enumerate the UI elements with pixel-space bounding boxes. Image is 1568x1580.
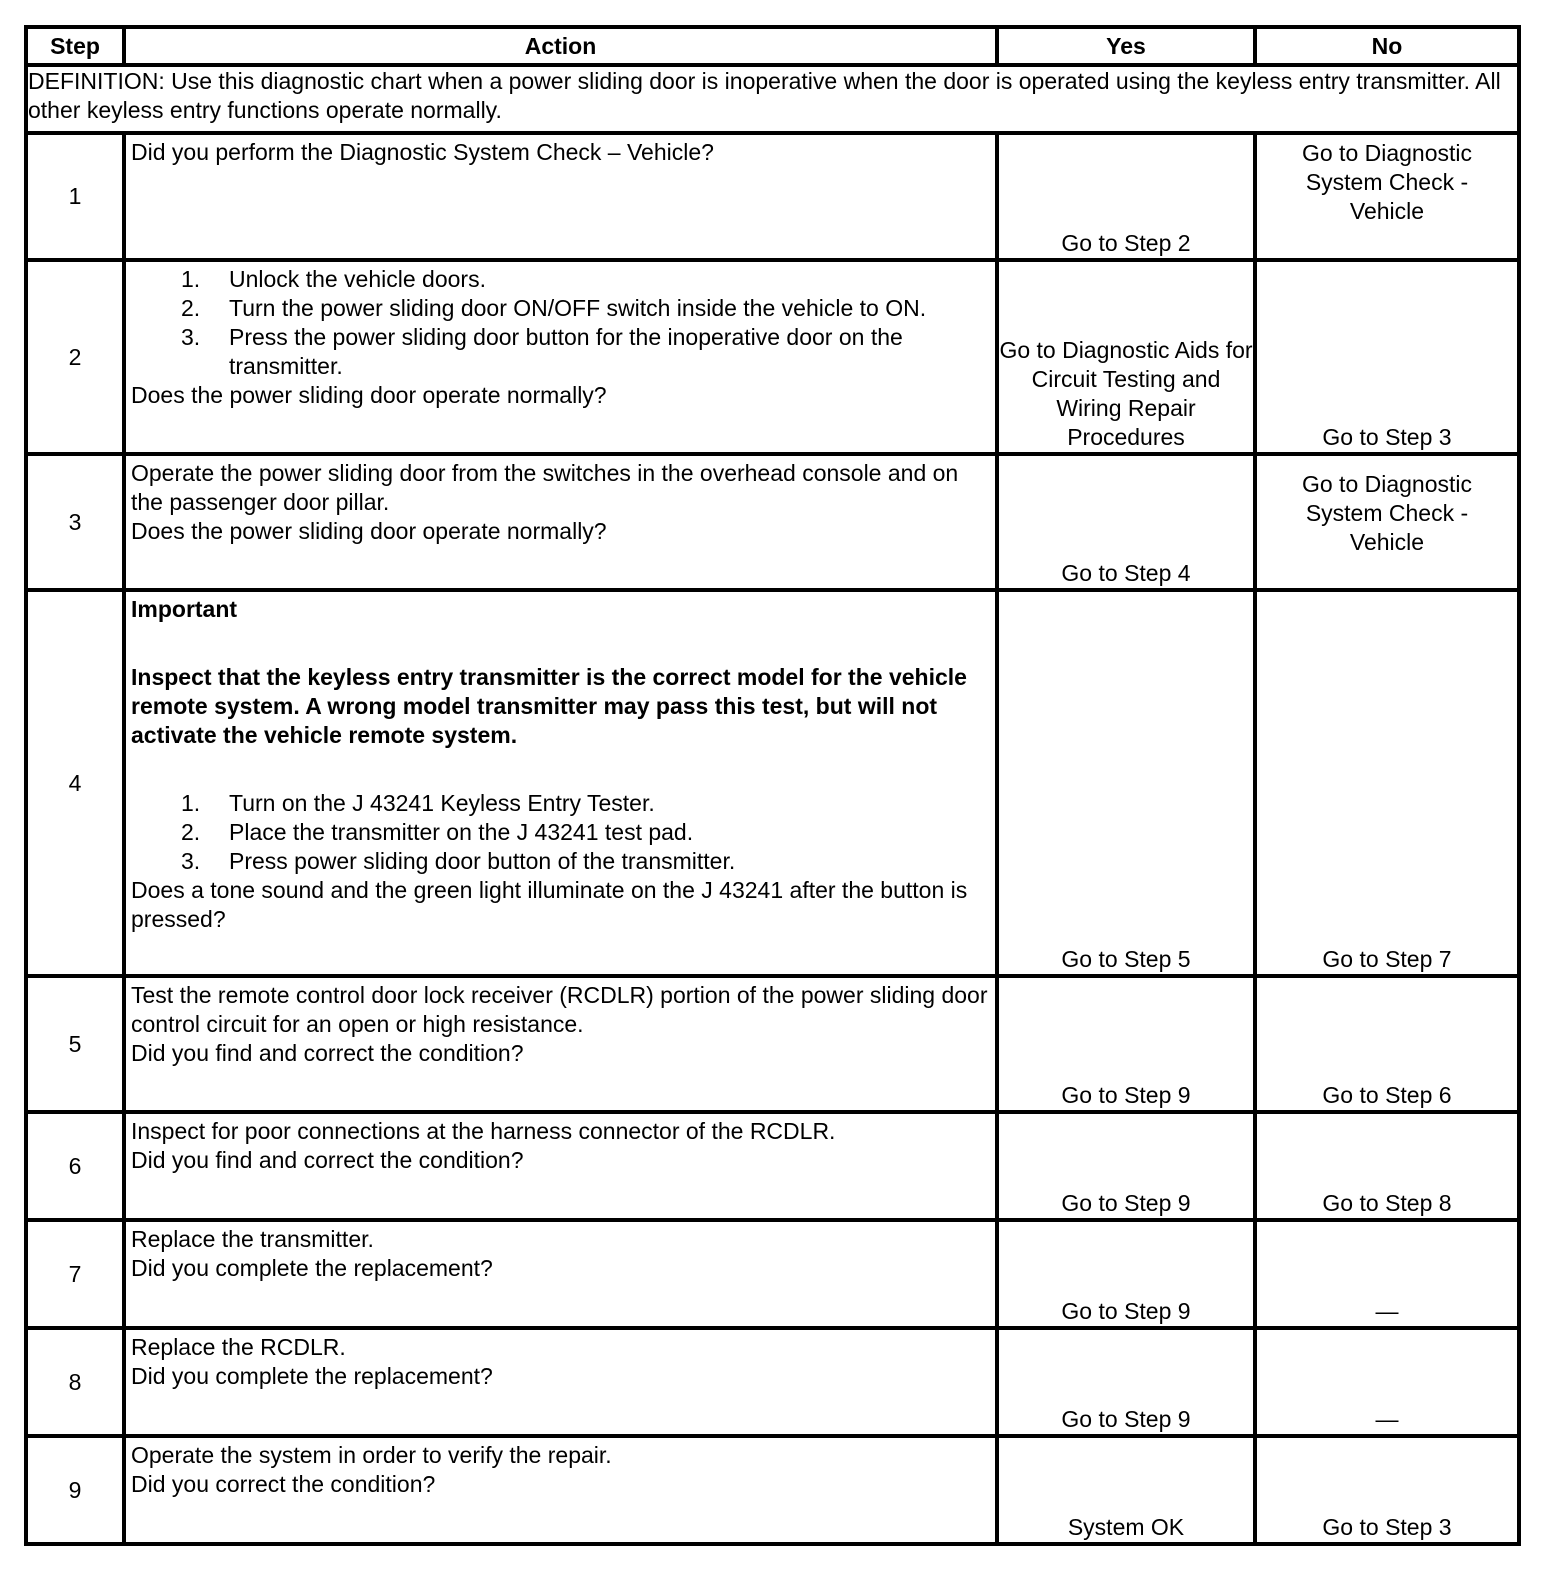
- step-number: 9: [26, 1436, 124, 1544]
- action-text: Operate the power sliding door from the switches in the overhead console and on the passenger door pillar.: [131, 460, 959, 515]
- step-number: 8: [26, 1328, 124, 1436]
- action-text: Replace the transmitter.: [131, 1226, 374, 1252]
- table-row: [26, 1112, 1519, 1220]
- table-row: [26, 133, 1519, 260]
- yes-cell: Go to Step 9: [997, 1328, 1255, 1436]
- action-cell: [124, 454, 997, 590]
- action-cell: [124, 590, 997, 976]
- action-question: Did you find and correct the condition?: [131, 1040, 524, 1066]
- action-question: Does a tone sound and the green light illuminate on the J 43241 after the button is pressed?: [131, 877, 968, 932]
- definition-text: DEFINITION: Use this diagnostic chart when a power sliding door is inoperative when the door is operated using the keyless entry transmitter. All other keyless entry functions operate normally.: [26, 65, 1519, 133]
- no-cell: Go to Step 7: [1255, 590, 1519, 976]
- yes-cell: Go to Step 9: [997, 1220, 1255, 1328]
- step-number: 5: [26, 976, 124, 1112]
- header-no: No: [1255, 27, 1519, 65]
- no-cell: Go to Step 3: [1255, 1436, 1519, 1544]
- yes-cell: Go to Step 2: [997, 133, 1255, 260]
- no-cell: [1255, 133, 1519, 260]
- action-question: Does the power sliding door operate normally?: [131, 382, 607, 408]
- action-question: Did you find and correct the condition?: [131, 1147, 524, 1173]
- substep-item: Unlock the vehicle doors.: [229, 266, 486, 292]
- action-question: Did you correct the condition?: [131, 1471, 436, 1497]
- no-cell: —: [1255, 1328, 1519, 1436]
- action-cell: [124, 260, 997, 454]
- step-number: 1: [26, 133, 124, 260]
- step-number: 4: [26, 590, 124, 976]
- step-number: 2: [26, 260, 124, 454]
- yes-cell: System OK: [997, 1436, 1255, 1544]
- diagnostic-table: [24, 25, 1521, 1546]
- action-text: Did you perform the Diagnostic System Check – Vehicle?: [131, 139, 714, 165]
- table-row: [26, 976, 1519, 1112]
- action-cell: [124, 976, 997, 1112]
- no-cell: [1255, 454, 1519, 590]
- no-cell: Go to Step 8: [1255, 1112, 1519, 1220]
- no-cell: Go to Step 6: [1255, 976, 1519, 1112]
- yes-cell: Go to Step 9: [997, 1112, 1255, 1220]
- action-cell: [124, 1436, 997, 1544]
- action-question: Did you complete the replacement?: [131, 1363, 493, 1389]
- substep-item: Press the power sliding door button for the inoperative door on the transmitter.: [229, 324, 903, 379]
- yes-cell: Go to Step 9: [997, 976, 1255, 1112]
- action-cell: [124, 1328, 997, 1436]
- substep-item: Turn on the J 43241 Keyless Entry Tester.: [229, 790, 655, 816]
- definition-row: [26, 65, 1519, 133]
- no-cell: Go to Step 3: [1255, 260, 1519, 454]
- no-cell: —: [1255, 1220, 1519, 1328]
- substep-item: Place the transmitter on the J 43241 test pad.: [229, 819, 694, 845]
- action-question: Did you complete the replacement?: [131, 1255, 493, 1281]
- important-title: Important: [131, 596, 238, 622]
- important-text: Inspect that the keyless entry transmitter is the correct model for the vehicle remote system. A wrong model transmitter may pass this test, but will not activate the vehicle remote system.: [131, 664, 967, 748]
- header-yes: Yes: [997, 27, 1255, 65]
- table-row: [26, 1436, 1519, 1544]
- step-number: 7: [26, 1220, 124, 1328]
- action-cell: [124, 1220, 997, 1328]
- table-row: [26, 260, 1519, 454]
- step-number: 6: [26, 1112, 124, 1220]
- header-step: Step: [26, 27, 124, 65]
- table-row: [26, 454, 1519, 590]
- substep-item: Press power sliding door button of the transmitter.: [229, 848, 736, 874]
- yes-cell: Go to Step 5: [997, 590, 1255, 976]
- yes-cell: Go to Step 4: [997, 454, 1255, 590]
- action-question: Does the power sliding door operate normally?: [131, 518, 607, 544]
- header-row: [26, 27, 1519, 65]
- no-text: Go to Diagnostic System Check - Vehicle: [1301, 140, 1473, 224]
- substep-list: [131, 265, 989, 381]
- no-text: Go to Diagnostic System Check - Vehicle: [1301, 471, 1473, 555]
- step-number: 3: [26, 454, 124, 590]
- action-cell: [124, 1112, 997, 1220]
- action-text: Test the remote control door lock receiver (RCDLR) portion of the power sliding door control circuit for an open or high resistance.: [131, 982, 988, 1037]
- table-row: [26, 1328, 1519, 1436]
- yes-cell: Go to Diagnostic Aids for Circuit Testing and Wiring Repair Procedures: [997, 260, 1255, 454]
- table-row: [26, 1220, 1519, 1328]
- action-text: Inspect for poor connections at the harness connector of the RCDLR.: [131, 1118, 836, 1144]
- action-text: Replace the RCDLR.: [131, 1334, 346, 1360]
- substep-list: [131, 779, 989, 876]
- action-text: Operate the system in order to verify the repair.: [131, 1442, 612, 1468]
- table-row: [26, 590, 1519, 976]
- header-action: Action: [124, 27, 997, 65]
- action-cell: [124, 133, 997, 260]
- substep-item: Turn the power sliding door ON/OFF switch inside the vehicle to ON.: [229, 295, 927, 321]
